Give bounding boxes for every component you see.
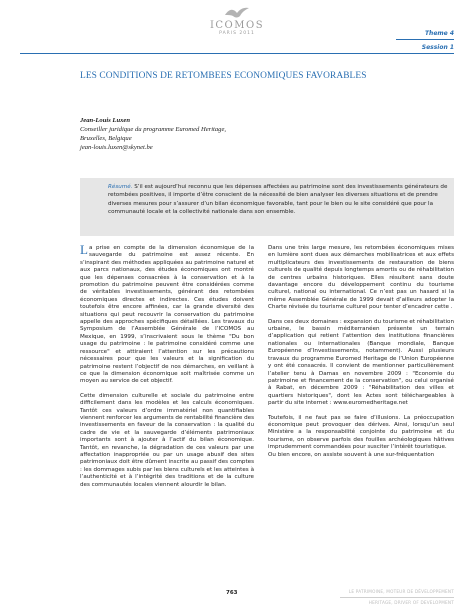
author-email: jean-louis.luxen@skynet.be	[80, 144, 153, 151]
paper-title: LES CONDITIONS DE RETOMBEES ECONOMIQUES FAVORABLES	[80, 71, 367, 81]
header-rule	[20, 53, 454, 54]
icomos-logo	[205, 6, 269, 37]
footer-line-1: LE PATRIMOINE, MOTEUR DE DÉVELOPPEMENT	[348, 589, 454, 594]
footer-rule	[340, 597, 454, 598]
theme-label: Theme 4	[424, 30, 454, 37]
author-block	[80, 116, 380, 152]
abstract-label: Résumé.	[108, 184, 133, 190]
paragraph: Dans une très large mesure, les retombées économiques mises en lumière sont dues aux démarches mobilisatrices et aux effets multiplicateurs des investissements de restauration de biens culturels de qualité depuis longtemps amortis ou de réhabilitation de centres urbains historiques. Elles résultent sans doute davantage encore du développement continu du tourisme culturel, national ou international. Ce n’est pas un hasard si la même Assemblée Générale de 1999 devait d’ailleurs adopter la Charte révisée du tourisme culturel pour tenter d’encadrer cette .	[268, 245, 454, 311]
abstract-text: S’il est aujourd’hui reconnu que les dépenses affectées au patrimoine sont des investissements générateurs de retombées positives, il importe d’être conscient de la nécessité de bien analyser les diverses situations et de prendre diverses mesures pour s’assurer d’un bilan économique favorable, tant pour le bien ou le site considéré que pour la communauté locale et la collectivité nationale dans son ensemble.	[108, 184, 448, 215]
paragraph-text: a prise en compte de la dimension économique de la sauvegarde du patrimoine est assez récente. En s’inspirant des méthodes appliquées au patrimoine naturel et aux parcs nationaux, des études économiques ont montré que les dépenses consacrées à la conservation et à la promotion du patrimoine peuvent être considérées comme de véritables investissements, générant des retombées économiques directes et indirectes. Ces études doivent toutefois être encore affinées, car la grande diversité des situations qui peut recouvrir la conservation du patrimoine appelle des approches spécifiques détaillées. Les travaux du Symposium de l’Assemblée Générale de l’ICOMOS au Mexique, en 1999, s’inscrivaient sous le thème "Du bon usage du patrimoine : le patrimoine considéré comme une ressource" et attiraient l’attention sur les précautions nécessaires pour que les valeurs et la signification du patrimoine restent l’objectif de nos démarches, en veillant à ce que la dimension économique soit maîtrisée comme un moyen au service de cet objectif.	[80, 245, 254, 385]
paragraph: Dans ces deux domaines : expansion du tourisme et réhabilitation urbaine, le bassin méditerranéen présente un terrain d’application qui retient l’attention des institutions financières nationales ou internationales (Banque mondiale, Banque Européenne d’Investissements, notamment). Aussi plusieurs travaux du programme Euromed Heritage de l’Union Européenne y ont été consacrés. Il convient de mentionner particulièrement l’atelier tenu à Damas en novembre 2009 : "Economie du patrimoine et financement de la conservation", ou celui organisé à Rabat, en décembre 2009 : "Réhabilitation des villes et quartiers historiques", dont les Actes sont téléchargeables à partir du site internet : www.euromedheritage.net	[268, 318, 454, 407]
bird-icon	[223, 6, 251, 20]
abstract-box	[80, 178, 454, 236]
author-role: Conseiller juridique du programme Euromed Heritage,	[80, 126, 227, 133]
paragraph: Cette dimension culturelle et sociale du patrimoine entre difficilement dans les modèles et les calculs économiques. Tantôt ces valeurs d’ordre immatériel non quantifiables viennent renforcer les arguments de rentabilité financière des investissements en faveur de la conservation : la qualité du cadre de vie et la sauvegarde d’éléments patrimoniaux importants sont à ajouter à l’actif du bilan économique. Tantôt, en revanche, la dégradation de ces valeurs par une affectation inappropriée ou par un usage abusif des sites patrimoniaux doit être dûment inscrite au passif des comptes : les dommages subis par les biens culturels et les atteintes à l’authenticité et à l’intégrité des traditions et de la culture des communautés locales viennent alourdir le bilan.	[80, 392, 255, 488]
header-divider	[396, 39, 454, 40]
paragraph	[80, 242, 254, 386]
logo-subtitle: PARIS 2011	[219, 31, 255, 36]
author-name: Jean-Louis Luxen	[80, 117, 131, 124]
session-label: Session 1	[421, 44, 454, 51]
author-location: Bruxelles, Belgique	[80, 135, 132, 142]
paragraph: Toutefois, il ne faut pas se faire d’illusions. La préoccupation économique peut provoquer des dérives. Ainsi, lorsqu’un seul Ministère a la responsabilité conjointe du patrimoine et du tourisme, on observe parfois des fouilles archéologiques hâtives imprudemment commandées pour susciter l’intérêt touristique.	[268, 414, 454, 451]
footer-line-2: HERITAGE, DRIVER OF DEVELOPMENT	[368, 600, 454, 605]
logo-name: ICOMOS	[209, 20, 265, 31]
paragraph: Ou bien encore, on assiste souvent à une sur-fréquentation	[268, 451, 435, 458]
body-column-right	[268, 245, 454, 466]
page-number: 763	[226, 590, 238, 596]
body-column-left	[80, 242, 255, 496]
drop-cap: L	[80, 242, 88, 257]
